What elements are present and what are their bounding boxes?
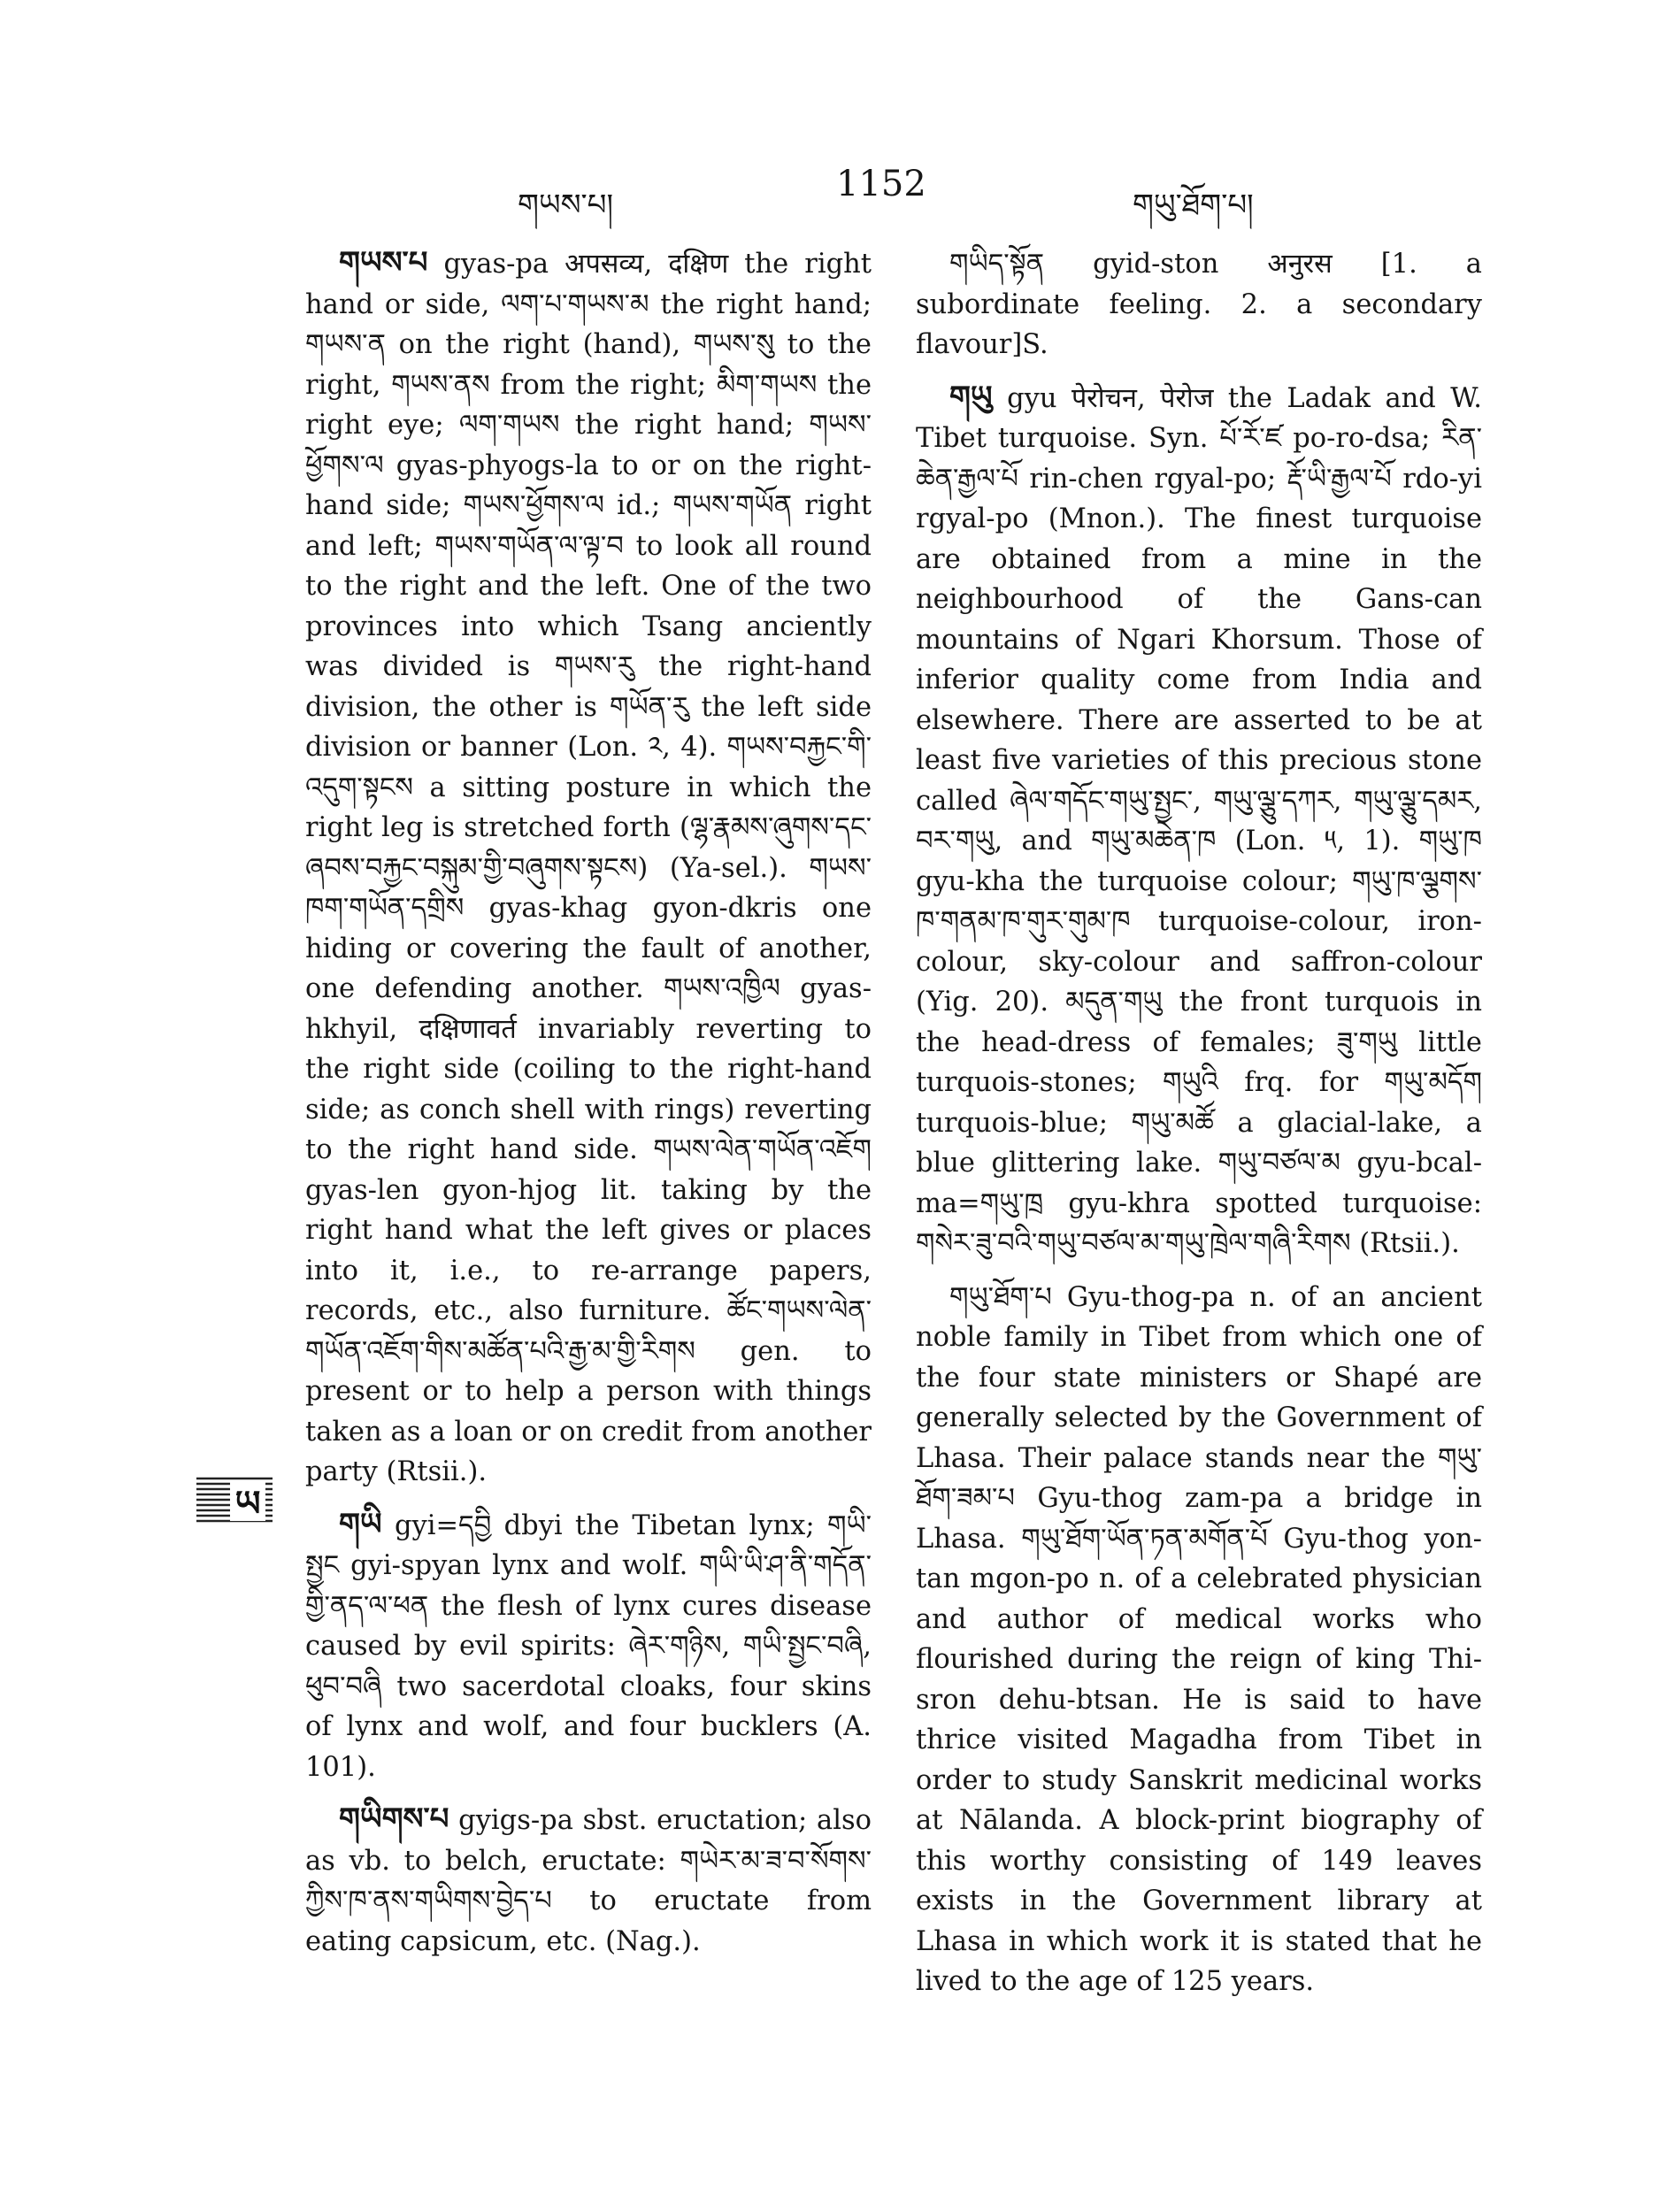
- margin-letter: ཡ: [234, 1484, 261, 1525]
- entry-headword: གཡས་པ: [339, 245, 428, 280]
- left-column: [305, 243, 872, 1974]
- dictionary-entry: [305, 1505, 872, 1788]
- entry-body: gyigs-pa sbst. eructation; also as vb. to belch, eructate: གཡེར་མ་ཟ་བ་སོགས་ཀྱིས་ཁ་ནས་གཡིགས་བྱེད་པ to eructate from eating capsicum, etc. (Nag.).: [305, 1805, 872, 1957]
- entry-headword: གཡི: [339, 1506, 382, 1542]
- entry-body: གཡུ་ཐོག་པ Gyu-thog-pa n. of an ancient noble family in Tibet from which one of the four state ministers or Shapé are generally selected by the Government of Lhasa. Their palace stands near the གཡུ་ཐོག་ཟམ་པ Gyu-thog zam-pa a bridge in Lhasa. གཡུ་ཐོག་ཡོན་ཏན་མགོན་པོ Gyu-thog yon-tan mgon-po n. of a celebrated physician and author of medical works who flourished during the reign of king Thi-sron dehu-btsan. He is said to have thrice visited Magadha from Tibet in order to study Sanskrit medicinal works at Nālanda. A block-print biography of this worthy consisting of 149 leaves exists in the Government library at Lhasa in which work it is stated that he lived to the age of 125 years.: [916, 1281, 1482, 1997]
- right-column: [916, 243, 1482, 2015]
- margin-letter-icon: [195, 1473, 274, 1528]
- dictionary-entry: [916, 1277, 1482, 2002]
- header-left-headword: གཡས་པ།: [518, 188, 614, 223]
- header-right-headword: གཡུ་ཐོག་པ།: [1133, 188, 1254, 223]
- entry-headword: གཡུ: [949, 379, 993, 415]
- page-header: [305, 164, 1455, 223]
- dictionary-entry: [916, 243, 1482, 365]
- entry-body: gyas-pa अपसव्य, दक्षिण the right hand or side, ལག་པ་གཡས་མ the right hand; གཡས་ན on the right (hand), གཡས་སུ to the right, གཡས་ནས from the right; མིག་གཡས the right eye; ལག་གཡས the right hand; གཡས་ཕྱོགས་ལ gyas-phyogs-la to or on the right-hand side; གཡས་ཕྱོགས་ལ id.; གཡས་གཡོན right and left; གཡས་གཡོན་ལ་ལྟ་བ to look all round to the right and the left. One of the two provinces into which Tsang anciently was divided is གཡས་རུ the right-hand division, the other is གཡོན་རུ the left side division or banner (Lon. ༢, 4). གཡས་བརྐྱང་གི་འདུག་སྟངས a sitting posture in which the right leg is stretched forth (ལྷ་རྣམས་ཞུགས་དང་ཞབས་བརྐྱང་བསྐུམ་གྱི་བཞུགས་སྟངས) (Ya-sel.). གཡས་ཁག་གཡོན་དགྲིས gyas-khag gyon-dkris one hiding or covering the fault of another, one defending another. གཡས་འཁྱིལ gyas-hkhyil, दक्षिणावर्त invariably reverting to the right side (coiling to the right-hand side; as conch shell with rings) reverting to the right hand side. གཡས་ལེན་གཡོན་འཇོག gyas-len gyon-hjog lit. taking by the right hand what the left gives or places into it, i.e., to re-arrange papers, records, etc., also furniture. ཚོང་གཡས་ལེན་གཡོན་འཇོག་གིས་མཚོན་པའི་རྒྱ་མ་གྱི་རིགས gen. to present or to help a person with things taken as a loan or on credit from another party (Rtsii.).: [305, 249, 872, 1487]
- page-number: 1152: [836, 164, 926, 204]
- dictionary-entry: [305, 243, 872, 1493]
- entry-body: gyu पेरोचन, पेरोज the Ladak and W. Tibet turquoise. Syn. པོ་རོ་ཛ po-ro-dsa; རིན་ཆེན་རྒྱལ་པོ rin-chen rgyal-po; རྡོ་ཡི་རྒྱལ་པོ rdo-yi rgyal-po (Mnon.). The finest turquoise are obtained from a mine in the neighbourhood of the Gans-can mountains of Ngari Khorsum. Those of inferior quality come from India and elsewhere. There are asserted to be at least five varieties of this precious stone called ཞེལ་གདོང་གཡུ་སྤྱང་, གཡུ་ལྕུ་དཀར, གཡུ་ལྕུ་དམར, བར་གཡུ, and གཡུ་མཆེན་ཁ (Lon. ༥, 1). གཡུ་ཁ gyu-kha the turquoise colour; གཡུ་ཁ་ལྕགས་ཁ་གནམ་ཁ་གུར་གུམ་ཁ turquoise-colour, iron-colour, sky-colour and saffron-colour (Yig. 20). མདུན་གཡུ the front turquois in the head-dress of females; ཟུ་གཡུ little turquois-stones; གཡུའི frq. for གཡུ་མདོག turquois-blue; གཡུ་མཚོ a glacial-lake, a blue glittering lake. གཡུ་བཙལ་མ gyu-bcal-ma=གཡུ་ཁྲ gyu-khra spotted turquoise: གསེར་ཟུ་བའི་གཡུ་བཙལ་མ་གཡུ་ཁྲེལ་གཞི་རིགས (Rtsii.).: [916, 382, 1482, 1259]
- entry-body: gyi=དབྱི dbyi the Tibetan lynx; གཡི་སྤྱང gyi-spyan lynx and wolf. གཡི་ཡི་ཤ་ནི་གདོན་གྱི་ནད་ལ་ཕན the flesh of lynx cures disease caused by evil spirits: ཞེར་གཉིས, གཡི་སྤྱང་བཞི, ཕུབ་བཞི two sacerdotal cloaks, four skins of lynx and wolf, and four bucklers (A. 101).: [305, 1509, 872, 1783]
- entry-body: གཡིད་སྟོན gyid-ston अनुरस [1. a subordinate feeling. 2. a secondary flavour]S.: [916, 249, 1482, 360]
- entry-headword: གཡིགས་པ: [339, 1801, 449, 1837]
- dictionary-entry: [916, 378, 1482, 1264]
- dictionary-entry: [305, 1800, 872, 1962]
